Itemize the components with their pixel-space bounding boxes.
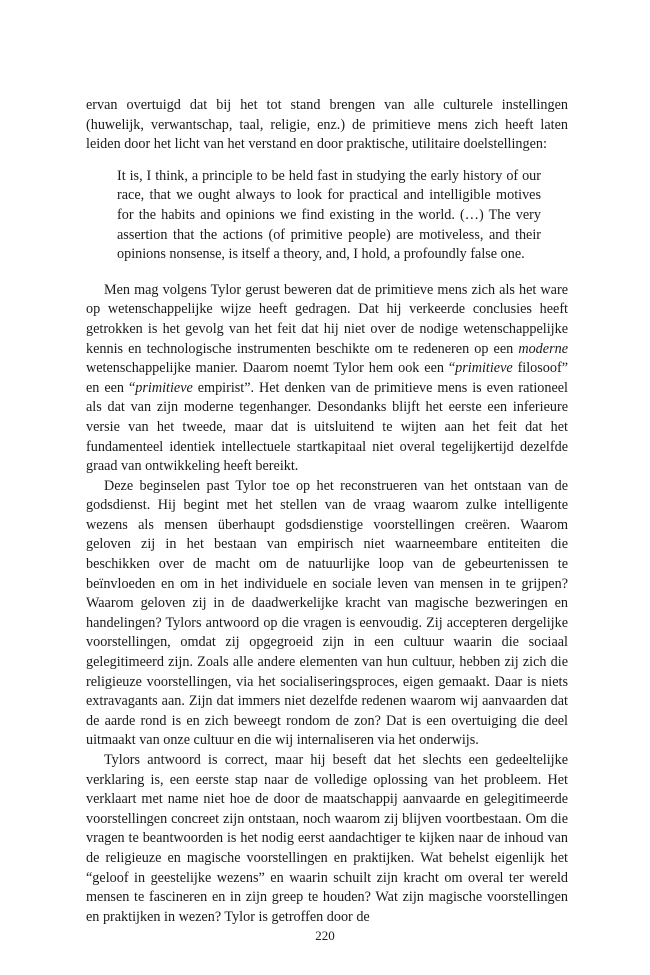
paragraph-tylor-answer: Tylors antwoord is correct, maar hij beseft dat het slechts een gedeeltelijke verklaring is, een eerste stap naar de volledige oplossing van het probleem. Het verklaart met name niet hoe de door de maatschappij aanvaarde en gelegitimeerde voorstellingen concreet zijn ontstaan, noch waarom zij blijven voortbestaan. Om die vragen te beantwoorden is het nodig eerst aandachtiger te kijken naar de inhoud van de religieuze en magische voorstellingen en praktijken. Wat behelst eigenlijk het “geloof in geestelijke wezens” en waarin schuilt zijn kracht om overal ter wereld mensen te fascineren en in zijn greep te houden? Wat zijn magische voorstellingen en praktijken in wezen? Tylor is getroffen door de — [86, 752, 568, 925]
emphasis-primitieve: primitieve — [135, 379, 193, 396]
emphasis-primitieve: primitieve — [455, 360, 513, 377]
block-quote: It is, I think, a principle to be held fast in studying the early history of our race, that we ought always to look for practical and intelligible motives for the habits and opinions we find existing in the world. (…) The very assertion that the actions (of primitive people) are motiveless, and their opinions nonsense, is itself a theory, and, I hold, a profoundly false one. — [117, 167, 541, 263]
emphasis-moderne: moderne — [518, 340, 568, 357]
text-span: filosoof” en een “ — [86, 360, 569, 396]
text-span: Men mag volgens Tylor gerust beweren dat de primitieve mens zich als het ware op wetenschappelijke wijze heeft gedragen. Dat hij verkeerde conclusies heeft getrokken is het gevolg van het feit dat hij niet over de nodige wetenschappelijke kennis en technologische instrumenten beschikte om te redeneren op een — [86, 281, 568, 357]
page-number: 220 — [315, 928, 335, 943]
text-span: wetenschappelijke manier. Daarom noemt Tylor hem ook een “ — [86, 360, 456, 377]
text-span: empirist”. Het denken van de primitieve mens is even rationeel als dat van zijn moderne tegenhanger. Desondanks blijft het eerste een inferieure versie van het tweede, maar dat is uitsluitend te wijten aan het feit dat het fundamenteel identiek intellectuele startkapitaal niet overal tegelijkertijd dezelfde graad van ontwikkeling heeft bereikt. — [86, 379, 568, 475]
paragraph-tylor-scientific — [86, 281, 568, 477]
paragraph-origin-religion: Deze beginselen past Tylor toe op het reconstrueren van het ontstaan van de godsdienst. Hij begint met het stellen van de vraag waarom zulke intelligente wezens als mensen überhaupt godsdienstige voorstellingen creëren. Waarom geloven zij in het bestaan van empirisch niet waarneembare entiteiten die beschikken over de macht om de natuurlijke loop van de gebeurtenissen te beïnvloeden en om in het individuele en sociale leven van mensen in te grijpen? Waarom geloven zij in de daadwerkelijke kracht van magische bezweringen en handelingen? Tylors antwoord op die vragen is eenvoudig. Zij accepteren dergelijke voorstellingen, omdat zij opgegroeid zijn in een cultuur waarin die sociaal gelegitimeerd zijn. Zoals alle andere elementen van hun cultuur, hebben zij zich die religieuze voorstellingen, via het socialiseringsproces, eigen gemaakt. Daar is niets extravagants aan. Zijn dat immers niet dezelfde redenen waarom wij aanvaarden dat de aarde rond is en zich beweegt rondom de zon? Dat is een overtuiging die deel uitmaakt van onze cultuur en die wij internaliseren via het onderwijs. — [86, 477, 568, 749]
text-body — [86, 96, 568, 927]
intro-paragraph: ervan overtuigd dat bij het tot stand brengen van alle culturele instellingen (huwelijk, verwantschap, taal, religie, enz.) de primitieve mens zich heeft laten leiden door het licht van het verstand en door praktische, utilitaire doelstellingen: — [86, 97, 568, 153]
